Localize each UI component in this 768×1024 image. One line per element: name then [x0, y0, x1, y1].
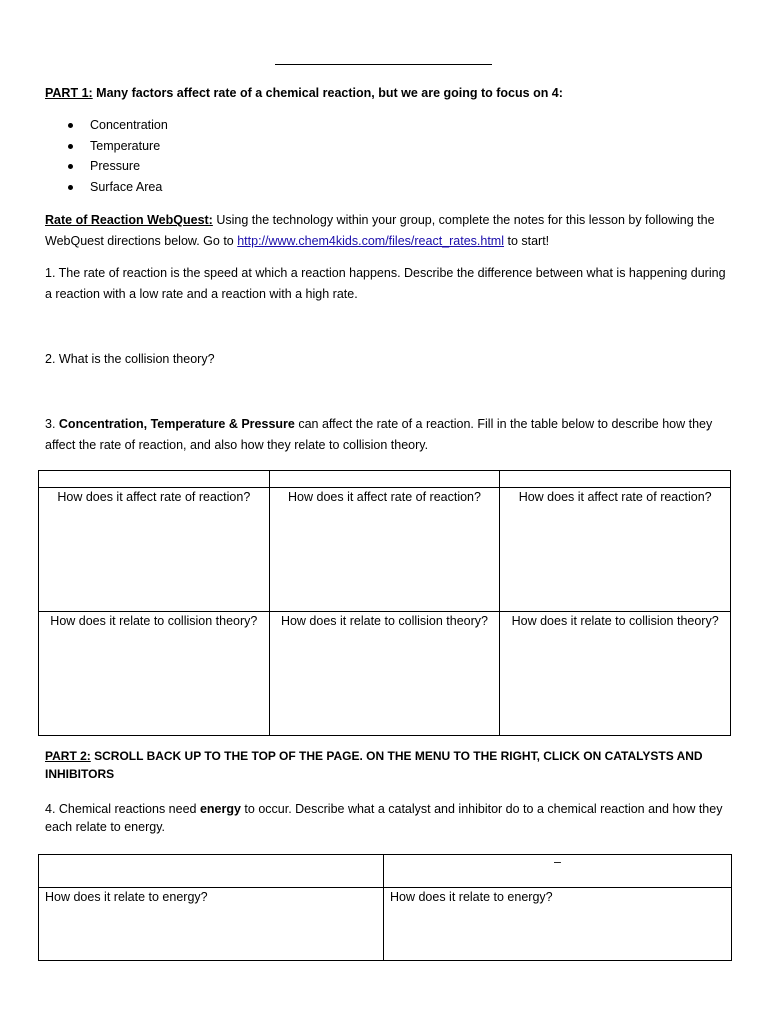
name-blank-line [275, 64, 492, 65]
chem4kids-link[interactable]: http://www.chem4kids.com/files/react_rates.html [237, 234, 504, 248]
question-4-rest: to occur. Describe what a catalyst and inhibitor do to a chemical reaction and how they each relate to energy. [45, 802, 723, 834]
affect-row [39, 488, 731, 612]
question-4-bold: energy [199, 802, 241, 816]
factors-header-cell-2[interactable] [269, 471, 500, 488]
collision-label: How does it relate to collision theory? [50, 614, 258, 628]
energy-cell-1[interactable] [39, 888, 384, 961]
affect-label: How does it affect rate of reaction? [518, 490, 712, 504]
part1-heading [45, 83, 735, 104]
energy-label: How does it relate to energy? [45, 890, 208, 904]
affect-cell-3[interactable] [500, 488, 731, 612]
affect-cell-2[interactable] [269, 488, 500, 612]
part1-label: PART 1: [45, 86, 93, 100]
webquest-title: Rate of Reaction WebQuest: [45, 213, 213, 227]
question-3 [45, 414, 735, 456]
question-3-bold: Concentration, Temperature & Pressure [58, 417, 295, 431]
energy-header-dash: – [554, 855, 561, 869]
energy-row [39, 888, 732, 961]
energy-table-header-row [39, 855, 732, 888]
affect-label: How does it affect rate of reaction? [288, 490, 481, 504]
affect-cell-1[interactable] [39, 488, 270, 612]
factor-pressure: Pressure [45, 156, 168, 177]
collision-label: How does it relate to collision theory? [511, 614, 719, 628]
part2-heading-text: SCROLL BACK UP TO THE TOP OF THE PAGE. ON THE MENU TO THE RIGHT, CLICK ON CATALYSTS AND INHIBITORS [45, 749, 703, 781]
question-3-rest: can affect the rate of a reaction. Fill in the table below to describe how they affect the rate of reaction, and also how they relate to collision theory. [45, 417, 713, 452]
energy-label: How does it relate to energy? [390, 890, 553, 904]
affect-label: How does it affect rate of reaction? [57, 490, 251, 504]
part1-heading-text: Many factors affect rate of a chemical reaction, but we are going to focus on 4: [92, 86, 563, 100]
webquest-intro [45, 210, 735, 252]
factor-temperature: Temperature [45, 136, 168, 157]
factors-table-header-row [39, 471, 731, 488]
part2-label: PART 2: [45, 749, 91, 763]
collision-row [39, 612, 731, 736]
question-4-prefix: 4. Chemical reactions need [45, 802, 200, 816]
collision-label: How does it relate to collision theory? [280, 614, 489, 628]
energy-header-cell-1[interactable] [39, 855, 384, 888]
question-1: 1. The rate of reaction is the speed at which a reaction happens. Describe the difference between what is happening during a reaction with a low rate and a reaction with a high rate. [45, 266, 726, 301]
factor-concentration: Concentration [45, 115, 168, 136]
part2-heading [45, 747, 735, 783]
energy-cell-2[interactable] [384, 888, 732, 961]
collision-cell-3[interactable] [500, 612, 731, 736]
collision-cell-1[interactable] [39, 612, 270, 736]
energy-table [38, 854, 732, 961]
collision-cell-2[interactable] [269, 612, 500, 736]
question-2: 2. What is the collision theory? [45, 352, 215, 366]
webquest-text-after: to start! [504, 234, 550, 248]
factor-surface-area: Surface Area [45, 177, 168, 198]
energy-header-cell-2[interactable] [384, 855, 732, 888]
factors-header-cell-1[interactable] [39, 471, 270, 488]
factors-table [38, 470, 731, 736]
factors-header-cell-3[interactable] [500, 471, 731, 488]
question-4 [45, 800, 735, 836]
question-3-prefix: 3. [45, 417, 59, 431]
factors-list [45, 115, 168, 198]
webquest-text-before: Using the technology within your group, complete the notes for this lesson by following the WebQuest directions below. Go to [45, 213, 715, 248]
